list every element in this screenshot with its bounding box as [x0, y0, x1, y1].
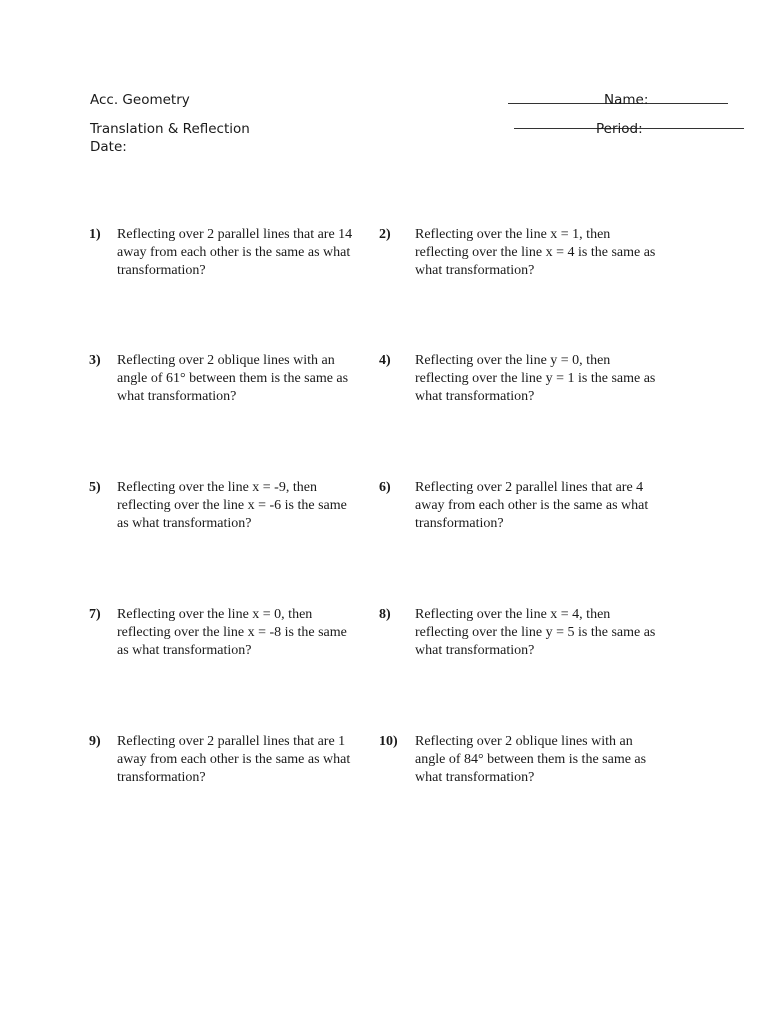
question-6 [379, 479, 649, 531]
question-10 [379, 733, 647, 785]
question-text-line: Reflecting over the line x = 1, then [415, 227, 611, 242]
question-number: 9) [89, 734, 101, 749]
question-number: 10) [379, 734, 398, 749]
question-number: 4) [379, 353, 391, 368]
question-text-line: reflecting over the line x = 4 is the same as [415, 245, 656, 260]
question-text-line: transformation? [117, 263, 206, 278]
question-text-line: Reflecting over the line x = -9, then [117, 480, 317, 495]
question-text-line: Reflecting over the line y = 0, then [415, 353, 611, 368]
question-text-line: as what transformation? [117, 516, 252, 531]
question-1 [89, 226, 353, 278]
question-text-line: reflecting over the line y = 1 is the same as [415, 371, 656, 386]
question-text-line: Reflecting over 2 parallel lines that are 1 [117, 734, 346, 749]
question-text-line: what transformation? [415, 389, 535, 404]
question-number: 5) [89, 480, 101, 495]
question-text-line: as what transformation? [117, 643, 252, 658]
name-label: Name: [604, 92, 649, 108]
question-text-line: what transformation? [415, 643, 535, 658]
question-text-line: away from each other is the same as what [415, 498, 649, 513]
question-number: 8) [379, 607, 391, 622]
question-text-line: away from each other is the same as what [117, 752, 351, 767]
question-8 [379, 606, 656, 658]
question-text-line: reflecting over the line x = -6 is the same [117, 498, 347, 513]
question-text-line: Reflecting over 2 oblique lines with an [415, 734, 633, 749]
question-2 [379, 226, 656, 278]
question-number: 3) [89, 353, 101, 368]
worksheet-topic: Translation & Reflection [90, 121, 250, 137]
question-text-line: reflecting over the line y = 5 is the same as [415, 625, 656, 640]
question-5 [89, 479, 347, 531]
question-text-line: Reflecting over 2 parallel lines that are 4 [415, 480, 644, 495]
question-text-line: transformation? [117, 770, 206, 785]
question-text-line: angle of 84° between them is the same as [415, 752, 647, 767]
question-number: 1) [89, 227, 101, 242]
period-label: Period: [596, 121, 643, 137]
course-title: Acc. Geometry [90, 92, 190, 108]
question-text-line: transformation? [415, 516, 504, 531]
question-7 [89, 606, 347, 658]
question-text-line: Reflecting over 2 oblique lines with an [117, 353, 335, 368]
question-text-line: what transformation? [415, 263, 535, 278]
question-9 [89, 733, 351, 785]
question-text-line: away from each other is the same as what [117, 245, 351, 260]
question-number: 6) [379, 480, 391, 495]
question-3 [89, 352, 349, 404]
question-text-line: angle of 61° between them is the same as [117, 371, 349, 386]
question-number: 7) [89, 607, 101, 622]
question-text-line: Reflecting over the line x = 4, then [415, 607, 611, 622]
question-text-line: Reflecting over the line x = 0, then [117, 607, 313, 622]
question-text-line: reflecting over the line x = -8 is the same [117, 625, 347, 640]
question-4 [379, 352, 656, 404]
question-text-line: what transformation? [117, 389, 237, 404]
question-number: 2) [379, 227, 391, 242]
question-text-line: what transformation? [415, 770, 535, 785]
question-text-line: Reflecting over 2 parallel lines that are 14 [117, 227, 353, 242]
date-label: Date: [90, 139, 127, 155]
